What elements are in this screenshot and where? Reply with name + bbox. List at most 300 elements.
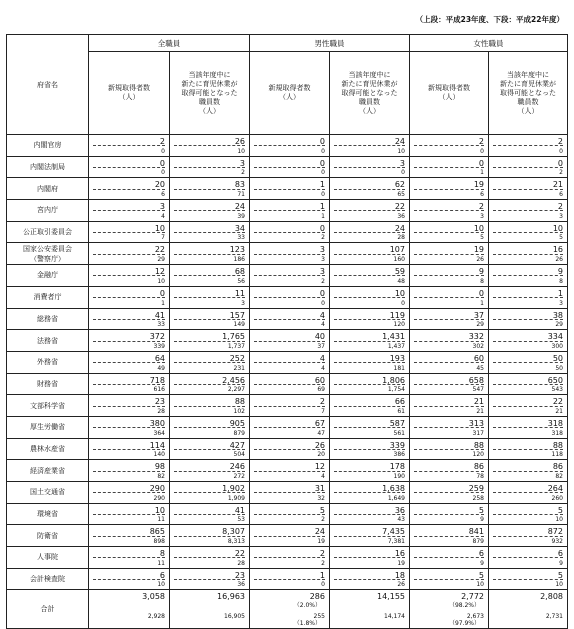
row-divider — [414, 297, 484, 298]
value-fy23: 24 — [394, 137, 405, 146]
ratio-fy23: （2.0%） — [293, 602, 321, 610]
value-fy22: 10 — [157, 277, 165, 285]
value-cell — [170, 200, 250, 222]
value-fy22: 2 — [241, 169, 245, 177]
row-divider — [334, 167, 405, 168]
value-fy23: 6 — [478, 549, 484, 559]
value-cell — [489, 416, 568, 438]
value-fy23: 10 — [394, 288, 405, 298]
year-note: （上段：平成23年度、下段：平成22年度） — [415, 15, 564, 24]
row-divider — [174, 145, 245, 146]
value-fy23: 4 — [319, 310, 325, 320]
value-fy23: 2 — [319, 397, 325, 407]
row-divider — [493, 297, 563, 298]
value-fy23: 60 — [473, 353, 484, 363]
value-fy23: 23 — [234, 570, 245, 580]
value-fy22: 3 — [559, 299, 563, 307]
row-divider — [334, 319, 405, 320]
value-cell — [489, 460, 568, 482]
value-cell — [489, 200, 568, 222]
row-divider — [414, 579, 484, 580]
value-cell — [410, 460, 489, 482]
table-row — [7, 178, 568, 200]
row-divider — [334, 536, 405, 537]
value-fy23: 587 — [389, 418, 405, 428]
row-divider — [93, 384, 165, 385]
table-row — [7, 286, 568, 308]
total-value-cell — [330, 590, 410, 629]
ministry-name: 国家公安委員会 （警察庁） — [7, 243, 89, 265]
value-fy23: 10 — [154, 223, 165, 233]
value-fy22: 6 — [161, 191, 165, 199]
ministry-name: 総務省 — [7, 308, 89, 330]
value-fy22: 10 — [555, 516, 563, 524]
row-divider — [174, 427, 245, 428]
value-fy22: 8 — [480, 277, 484, 285]
value-fy23: 178 — [389, 462, 405, 472]
value-fy22: 561 — [393, 429, 405, 437]
value-fy22: 53 — [237, 516, 245, 524]
value-fy23: 332 — [468, 332, 484, 342]
value-cell — [250, 568, 330, 590]
total-fy22: 2,928 — [147, 613, 165, 621]
value-fy23: 246 — [229, 462, 245, 472]
value-fy23: 22 — [234, 549, 245, 559]
value-fy23: 3 — [319, 245, 325, 255]
value-fy22: 0 — [321, 299, 325, 307]
value-fy23: 22 — [154, 245, 165, 255]
value-fy22: 0 — [401, 169, 405, 177]
value-fy23: 9 — [478, 267, 484, 277]
value-fy23: 1,431 — [382, 332, 405, 342]
table-row — [7, 265, 568, 287]
row-divider — [174, 406, 245, 407]
table-row — [7, 416, 568, 438]
total-value-cell — [89, 590, 170, 629]
table-row — [7, 460, 568, 482]
value-fy22: 0 — [161, 169, 165, 177]
value-fy23: 20 — [154, 180, 165, 190]
value-cell — [170, 438, 250, 460]
row-divider — [493, 427, 563, 428]
value-fy23: 0 — [319, 137, 325, 146]
row-divider — [254, 297, 325, 298]
value-fy23: 98 — [154, 462, 165, 472]
value-fy23: 21 — [473, 397, 484, 407]
value-cell — [89, 330, 170, 352]
value-cell — [330, 265, 410, 287]
value-fy22: 0 — [480, 147, 484, 155]
value-cell — [330, 243, 410, 265]
row-divider — [334, 362, 405, 363]
row-divider — [254, 210, 325, 211]
value-fy23: 1,638 — [382, 484, 405, 493]
value-fy23: 11 — [234, 288, 245, 298]
value-fy23: 193 — [389, 353, 405, 363]
value-cell — [489, 503, 568, 525]
value-cell — [250, 178, 330, 200]
value-fy22: 2 — [321, 559, 325, 567]
value-cell — [250, 243, 330, 265]
value-fy22: 4 — [161, 212, 165, 220]
total-value-cell — [489, 590, 568, 629]
total-fy22: 255 — [313, 613, 325, 621]
value-fy22: 302 — [472, 342, 484, 350]
table-row — [7, 243, 568, 265]
value-fy22: 19 — [397, 559, 405, 567]
value-fy22: 3 — [321, 256, 325, 264]
value-cell — [250, 482, 330, 504]
value-cell — [250, 156, 330, 178]
value-cell — [89, 373, 170, 395]
row-divider — [93, 232, 165, 233]
value-cell — [330, 395, 410, 417]
value-fy22: 5 — [559, 234, 563, 242]
value-cell — [89, 178, 170, 200]
value-fy23: 1 — [319, 180, 325, 190]
value-fy23: 37 — [473, 310, 484, 320]
value-fy22: 1 — [480, 169, 484, 177]
value-fy23: 1 — [319, 570, 325, 580]
row-divider — [93, 362, 165, 363]
value-fy23: 5 — [478, 570, 484, 580]
row-divider — [174, 362, 245, 363]
row-divider — [254, 275, 325, 276]
ministry-name: 外務省 — [7, 351, 89, 373]
value-fy23: 16 — [552, 245, 563, 255]
ministry-name: 国土交通省 — [7, 482, 89, 504]
value-fy22: 290 — [153, 494, 165, 502]
value-cell — [89, 221, 170, 243]
value-cell — [250, 373, 330, 395]
ministry-name: 経済産業省 — [7, 460, 89, 482]
row-divider — [414, 514, 484, 515]
total-fy23: 2,808 — [540, 592, 563, 602]
value-cell — [170, 547, 250, 569]
value-fy23: 50 — [552, 353, 563, 363]
value-cell — [330, 373, 410, 395]
value-fy23: 1 — [319, 202, 325, 212]
value-fy23: 427 — [229, 440, 245, 450]
value-fy23: 19 — [473, 245, 484, 255]
value-cell — [89, 395, 170, 417]
row-divider — [174, 254, 245, 255]
value-fy22: 82 — [157, 473, 165, 480]
value-cell — [410, 482, 489, 504]
value-fy23: 650 — [547, 375, 563, 385]
row-divider — [334, 210, 405, 211]
row-divider — [174, 189, 245, 190]
value-fy22: 36 — [397, 212, 405, 220]
value-fy22: 0 — [161, 147, 165, 155]
value-fy22: 49 — [157, 364, 165, 372]
row-divider — [174, 579, 245, 580]
row-divider — [334, 275, 405, 276]
value-cell — [410, 308, 489, 330]
table-row — [7, 308, 568, 330]
value-fy22: 118 — [551, 451, 563, 459]
value-fy22: 61 — [397, 407, 405, 415]
value-fy22: 120 — [472, 451, 484, 459]
value-fy23: 19 — [473, 180, 484, 190]
value-cell — [170, 286, 250, 308]
value-cell — [410, 568, 489, 590]
value-cell — [89, 243, 170, 265]
value-fy23: 872 — [547, 527, 563, 537]
value-fy22: 6 — [480, 191, 484, 199]
value-cell — [170, 395, 250, 417]
row-divider — [414, 189, 484, 190]
value-fy22: 9 — [480, 516, 484, 524]
value-fy22: 149 — [233, 321, 245, 329]
value-cell — [489, 547, 568, 569]
row-divider — [334, 514, 405, 515]
value-fy22: 4 — [321, 321, 325, 329]
value-fy22: 29 — [476, 321, 484, 329]
value-cell — [410, 525, 489, 547]
ministry-name: 人事院 — [7, 547, 89, 569]
value-fy23: 1,806 — [382, 375, 405, 385]
row-divider — [174, 514, 245, 515]
value-fy23: 3 — [319, 267, 325, 277]
value-fy23: 22 — [552, 397, 563, 407]
table-row — [7, 373, 568, 395]
value-fy23: 0 — [478, 158, 484, 168]
value-cell — [330, 286, 410, 308]
table-row — [7, 221, 568, 243]
value-fy23: 2 — [319, 549, 325, 559]
value-cell — [170, 330, 250, 352]
value-fy22: 8 — [559, 277, 563, 285]
value-cell — [250, 503, 330, 525]
value-cell — [170, 351, 250, 373]
value-fy23: 107 — [389, 245, 405, 255]
value-cell — [489, 156, 568, 178]
value-fy23: 4 — [319, 353, 325, 363]
row-divider — [334, 232, 405, 233]
row-divider — [174, 232, 245, 233]
value-fy22: 616 — [153, 386, 165, 394]
row-divider — [174, 384, 245, 385]
row-divider — [334, 579, 405, 580]
value-fy22: 2 — [321, 234, 325, 242]
value-cell — [410, 330, 489, 352]
row-divider — [493, 514, 563, 515]
value-fy22: 2 — [559, 169, 563, 177]
value-fy22: 56 — [237, 277, 245, 285]
value-cell — [330, 525, 410, 547]
table-row — [7, 156, 568, 178]
value-fy22: 258 — [472, 494, 484, 502]
total-value-cell — [170, 590, 250, 629]
row-divider — [493, 406, 563, 407]
row-divider — [493, 254, 563, 255]
value-fy22: 300 — [551, 342, 563, 350]
value-fy22: 29 — [157, 256, 165, 264]
row-divider — [254, 362, 325, 363]
row-divider — [174, 471, 245, 472]
value-cell — [489, 286, 568, 308]
value-cell — [250, 351, 330, 373]
value-fy23: 5 — [557, 505, 563, 515]
row-divider — [254, 492, 325, 493]
value-fy23: 64 — [154, 353, 165, 363]
value-fy23: 86 — [473, 462, 484, 472]
row-divider — [174, 449, 245, 450]
row-divider — [93, 406, 165, 407]
row-divider — [493, 210, 563, 211]
header-eligible-staff: 当該年度中に 新たに育児休業が 取得可能となった 職員数 （人） — [330, 52, 410, 135]
table-row — [7, 351, 568, 373]
value-fy22: 28 — [237, 559, 245, 567]
row-divider — [254, 557, 325, 558]
value-fy23: 290 — [149, 484, 165, 493]
value-cell — [330, 568, 410, 590]
table-row — [7, 135, 568, 157]
row-divider — [334, 297, 405, 298]
value-fy23: 59 — [394, 267, 405, 277]
value-fy22: 364 — [153, 429, 165, 437]
value-cell — [489, 330, 568, 352]
row-divider — [174, 492, 245, 493]
row-divider — [93, 189, 165, 190]
row-divider — [174, 275, 245, 276]
value-cell — [170, 135, 250, 157]
value-fy23: 318 — [547, 418, 563, 428]
value-fy22: 386 — [393, 451, 405, 459]
value-cell — [410, 265, 489, 287]
value-fy23: 7,435 — [382, 527, 405, 537]
value-cell — [489, 395, 568, 417]
value-fy22: 4 — [321, 473, 325, 480]
value-fy22: 36 — [237, 581, 245, 589]
ministry-name: 宮内庁 — [7, 200, 89, 222]
value-cell — [489, 351, 568, 373]
ratio-fy22: （97.9%） — [448, 620, 480, 628]
value-fy23: 26 — [314, 440, 325, 450]
value-fy22: 29 — [555, 321, 563, 329]
value-fy23: 252 — [229, 353, 245, 363]
row-divider — [93, 254, 165, 255]
value-fy22: 7 — [161, 234, 165, 242]
value-cell — [89, 135, 170, 157]
value-fy22: 33 — [237, 234, 245, 242]
value-cell — [170, 265, 250, 287]
value-fy23: 2 — [478, 202, 484, 212]
value-fy22: 10 — [237, 147, 245, 155]
row-divider — [254, 384, 325, 385]
value-cell — [170, 460, 250, 482]
row-divider — [334, 449, 405, 450]
value-fy23: 2 — [557, 202, 563, 212]
row-divider — [93, 492, 165, 493]
value-fy23: 0 — [159, 288, 165, 298]
value-fy23: 67 — [314, 418, 325, 428]
value-fy23: 1,765 — [222, 332, 245, 342]
value-cell — [250, 547, 330, 569]
value-cell — [250, 265, 330, 287]
value-fy23: 313 — [468, 418, 484, 428]
value-cell — [170, 416, 250, 438]
ministry-name: 内閣官房 — [7, 135, 89, 157]
value-fy23: 24 — [394, 223, 405, 233]
ratio-fy22: （1.8%） — [293, 620, 321, 628]
ministry-name: 厚生労働省 — [7, 416, 89, 438]
row-divider — [254, 449, 325, 450]
value-fy23: 5 — [478, 505, 484, 515]
total-value-cell — [250, 590, 330, 629]
row-divider — [414, 427, 484, 428]
row-divider — [334, 254, 405, 255]
value-fy22: 932 — [551, 538, 563, 546]
table-row — [7, 568, 568, 590]
value-fy23: 339 — [389, 440, 405, 450]
value-fy23: 16 — [394, 549, 405, 559]
row-divider — [174, 319, 245, 320]
value-cell — [330, 460, 410, 482]
row-divider — [493, 319, 563, 320]
value-fy23: 24 — [234, 202, 245, 212]
row-divider — [493, 384, 563, 385]
row-divider — [254, 536, 325, 537]
row-divider — [414, 167, 484, 168]
value-cell — [89, 482, 170, 504]
value-fy22: 317 — [472, 429, 484, 437]
value-fy23: 24 — [314, 527, 325, 537]
value-cell — [250, 200, 330, 222]
value-fy23: 83 — [234, 180, 245, 190]
row-divider — [254, 145, 325, 146]
row-divider — [254, 167, 325, 168]
row-divider — [174, 536, 245, 537]
value-fy23: 66 — [394, 397, 405, 407]
value-fy23: 88 — [473, 440, 484, 450]
ministry-name: 消費者庁 — [7, 286, 89, 308]
value-fy23: 88 — [552, 440, 563, 450]
value-fy22: 11 — [157, 516, 165, 524]
row-divider — [414, 319, 484, 320]
value-fy23: 841 — [468, 527, 484, 537]
table-row — [7, 330, 568, 352]
value-fy22: 37 — [317, 342, 325, 350]
row-divider — [414, 449, 484, 450]
value-fy22: 20 — [317, 451, 325, 459]
value-fy22: 9 — [480, 559, 484, 567]
value-cell — [89, 568, 170, 590]
value-fy23: 0 — [319, 288, 325, 298]
value-fy22: 1 — [321, 212, 325, 220]
row-divider — [414, 275, 484, 276]
row-divider — [93, 557, 165, 558]
value-fy23: 10 — [154, 505, 165, 515]
value-cell — [250, 330, 330, 352]
row-divider — [334, 492, 405, 493]
value-fy22: 10 — [397, 147, 405, 155]
value-fy22: 3 — [559, 212, 563, 220]
row-divider — [493, 167, 563, 168]
value-fy23: 6 — [557, 549, 563, 559]
value-fy22: 1 — [161, 299, 165, 307]
value-cell — [410, 373, 489, 395]
header-new-acquirers: 新規取得者数 （人） — [89, 52, 170, 135]
total-fy23: 3,058 — [142, 592, 165, 602]
value-fy22: 32 — [317, 494, 325, 502]
value-fy23: 0 — [557, 158, 563, 168]
value-fy23: 2,456 — [222, 375, 245, 385]
row-divider — [334, 384, 405, 385]
value-cell — [170, 525, 250, 547]
value-cell — [489, 373, 568, 395]
